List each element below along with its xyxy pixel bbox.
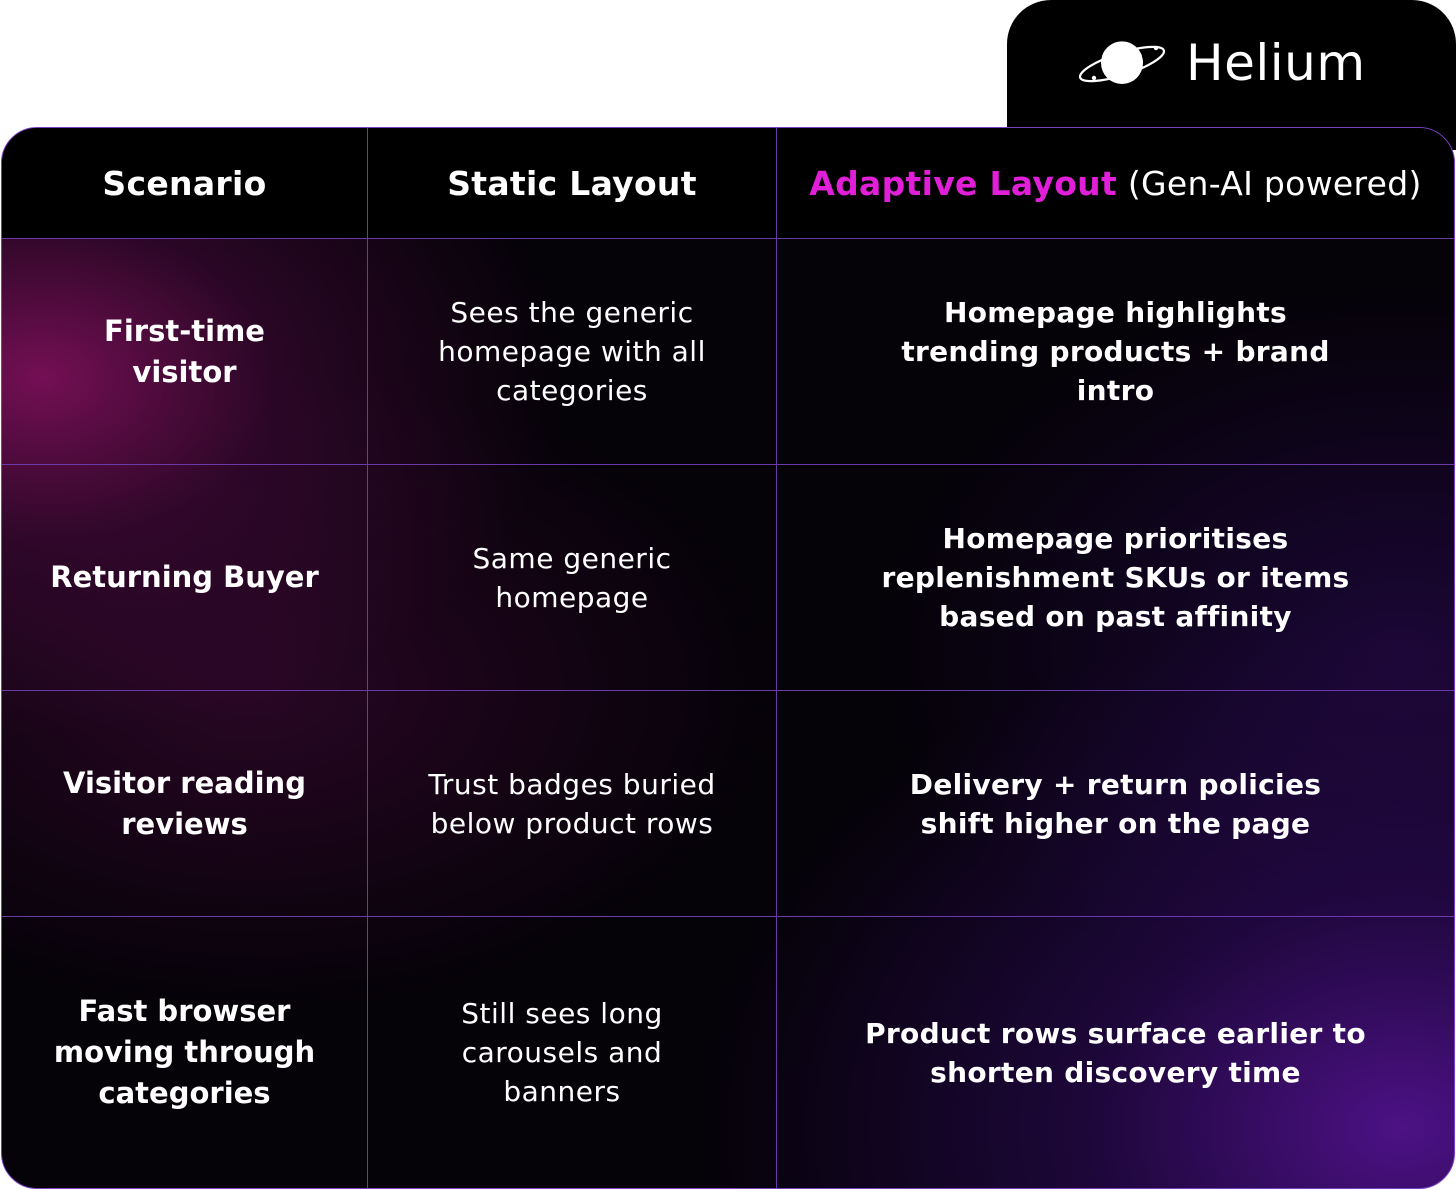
header-static-layout [368, 128, 777, 239]
row-2-adaptive-text: Homepage prioritises replenishment SKUs or items based on past affinity [881, 522, 1350, 633]
comparison-table [1, 127, 1455, 1189]
row-2-scenario [2, 465, 368, 691]
header-adaptive-layout-subtitle: (Gen-AI powered) [1117, 163, 1422, 203]
brand-name: Helium [1186, 34, 1366, 92]
row-4-adaptive-text: Product rows surface earlier to shorten discovery time [865, 1016, 1366, 1089]
row-1-static-text: Sees the generic homepage with all categories [438, 296, 706, 407]
header-scenario-label: Scenario [102, 163, 267, 203]
row-1-static [368, 239, 777, 465]
header-adaptive-layout [777, 128, 1454, 239]
table-grid [2, 128, 1454, 1188]
row-1-adaptive-text: Homepage highlights trending products + brand intro [901, 296, 1330, 407]
row-2-adaptive [777, 465, 1454, 691]
row-3-scenario-text: Visitor reading reviews [63, 765, 306, 841]
row-3-scenario [2, 691, 368, 917]
row-4-static [368, 917, 777, 1188]
row-4-scenario [2, 917, 368, 1188]
row-3-adaptive-text: Delivery + return policies shift higher on the page [909, 767, 1322, 840]
row-4-adaptive [777, 917, 1454, 1188]
row-3-static-text: Trust badges buried below product rows [428, 767, 716, 840]
header-static-layout-label: Static Layout [447, 163, 697, 203]
row-2-static [368, 465, 777, 691]
row-2-static-text: Same generic homepage [472, 541, 672, 614]
row-4-scenario-text: Fast browser moving through categories [53, 994, 316, 1110]
row-3-static [368, 691, 777, 917]
header-adaptive-layout-title: Adaptive Layout [809, 163, 1118, 203]
row-1-scenario-text: First-time visitor [104, 313, 265, 389]
row-4-static-text: Still sees long carousels and banners [461, 997, 663, 1108]
row-2-scenario-text: Returning Buyer [50, 560, 319, 594]
row-3-adaptive [777, 691, 1454, 917]
header-scenario [2, 128, 368, 239]
planet-ring-icon [1076, 36, 1168, 90]
row-1-adaptive [777, 239, 1454, 465]
row-1-scenario [2, 239, 368, 465]
